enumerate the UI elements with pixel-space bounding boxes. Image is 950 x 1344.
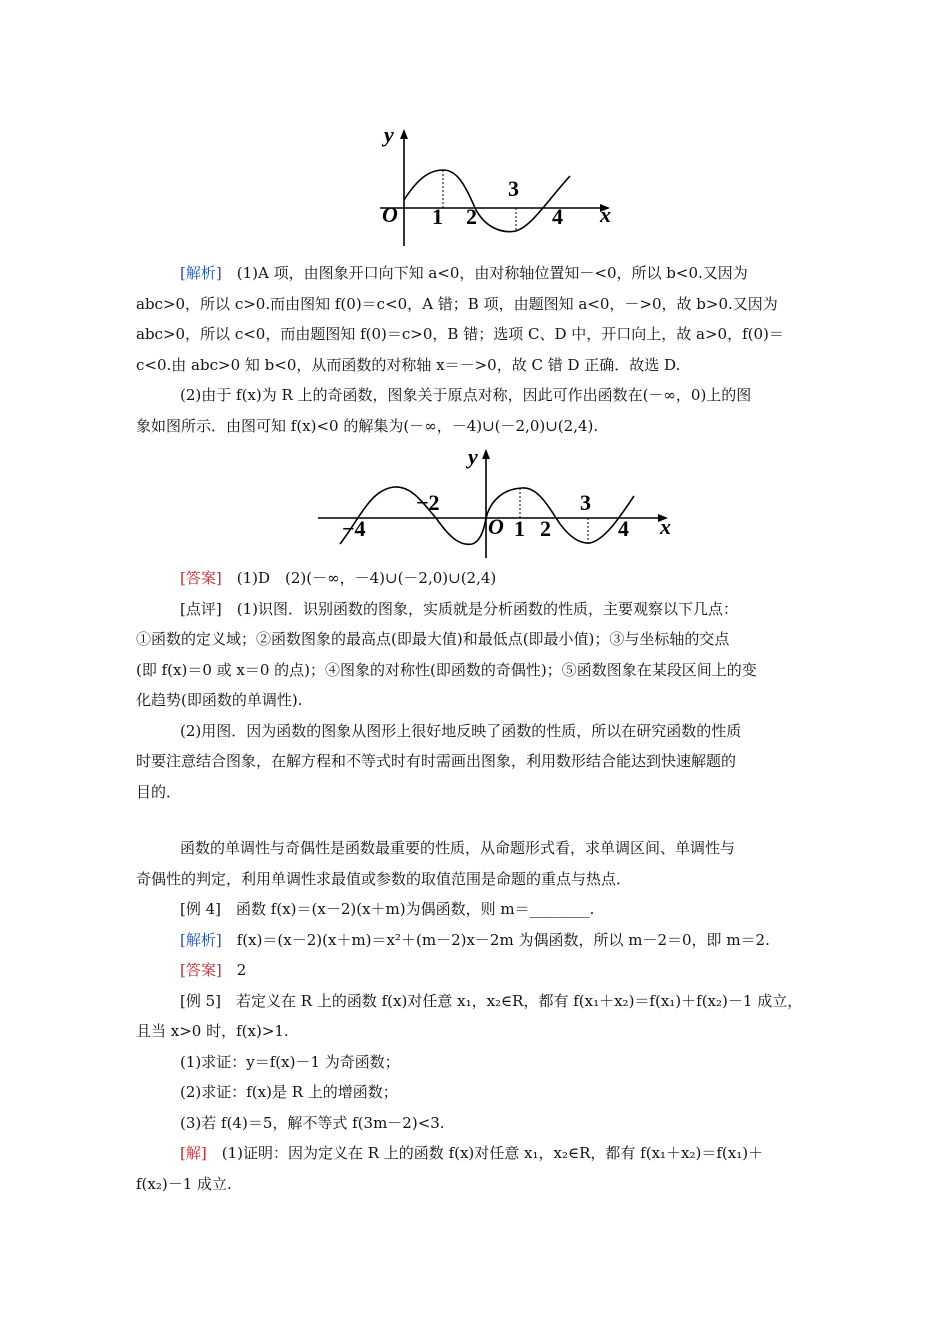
fig2-tick-1: 1	[514, 516, 525, 541]
example5-item-1: (1)求证：y＝f(x)－1 为奇函数；	[180, 1052, 400, 1071]
section-2-block	[136, 833, 816, 1199]
example5-item-2: (2)求证：f(x)是 R 上的增函数；	[180, 1083, 398, 1101]
answer-comment-block	[136, 563, 816, 807]
figure-1-svg	[370, 120, 620, 255]
solution-block-1	[136, 258, 816, 441]
example5-tag: [例 5]	[180, 991, 222, 1010]
example4-line: [例 4] 函数 f(x)＝(x－2)(x＋m)为偶函数，则 m＝________.	[180, 900, 595, 918]
figure-2-graph	[312, 440, 682, 565]
comment-line-2: ①函数的定义域；②函数图象的最高点(即最大值)和最低点(即最小值)；③与坐标轴的交点	[136, 630, 730, 648]
solution1-tag: [解析]	[180, 264, 222, 282]
solution1-part2-line-1: (2)由于 f(x)为 R 上的奇函数，图象关于原点对称，因此可作出函数在(－∞，0)上的图	[180, 386, 752, 404]
comment-line-1: [点评] (1)识图．识别函数的图象，实质就是分析函数的性质，主要观察以下几点：	[180, 599, 738, 618]
comment-part2-line-3: 目的．	[136, 782, 182, 801]
intro-line-1: 函数的单调性与奇偶性是函数最重要的性质，从命题形式看，求单调区间、单调性与	[180, 839, 736, 857]
fig1-y-label: y	[384, 122, 394, 147]
solution4-line: [解析] f(x)＝(x－2)(x＋m)＝x²＋(m－2)x－2m 为偶函数，所以 m－2＝0，即 m＝2.	[180, 930, 770, 949]
fig2-tick-2: 2	[540, 516, 551, 541]
answer1-line: [答案] (1)D (2)(－∞，－4)∪(－2,0)∪(2,4)	[180, 569, 497, 587]
fig1-x-label: x	[600, 202, 611, 227]
comment-part2-line-1: (2)用图．因为函数的图象从图形上很好地反映了函数的性质，所以在研究函数的性质	[180, 721, 742, 740]
fig2-tick-neg4: −4	[342, 516, 366, 541]
fig2-tick-3: 3	[580, 490, 591, 515]
example4-tag: [例 4]	[180, 900, 222, 918]
fig2-y-arrow	[482, 449, 490, 459]
fig1-y-arrow	[400, 129, 408, 139]
figure-2-svg	[312, 440, 682, 565]
intro-line-2: 奇偶性的判定，利用单调性求最值或参数的取值范围是命题的重点与热点．	[136, 869, 632, 888]
fig2-x-label: x	[660, 514, 671, 539]
fig2-tick-4: 4	[618, 516, 629, 541]
solution4-tag: [解析]	[180, 930, 222, 949]
answer1-tag: [答案]	[180, 569, 222, 587]
comment-part2-line-2: 时要注意结合图象，在解方程和不等式时有时需画出图象，利用数形结合能达到快速解题的	[136, 752, 737, 770]
example5-line-1: [例 5] 若定义在 R 上的函数 f(x)对任意 x₁，x₂∈R，都有 f(x₁＋x₂)＝f(x₁)＋f(x₂)－1 成立，	[180, 991, 803, 1010]
solution1-line-3: abc>0，所以 c<0，而由题图知 f(0)＝c>0，B 错；选项 C、D 中，开口向上，故 a>0，f(0)＝	[136, 325, 784, 343]
answer4-tag: [答案]	[180, 961, 222, 979]
solution1-line-1: [解析] (1)A 项，由图象开口向下知 a<0，由对称轴位置知－<0，所以 b<0.又因为	[180, 264, 748, 282]
fig2-y-label: y	[468, 444, 478, 469]
fig1-tick-2: 2	[466, 204, 477, 229]
solution1-line-4: c<0.由 abc>0 知 b<0，从而函数的对称轴 x＝－>0，故 C 错 D 正确．故选 D.	[136, 355, 681, 374]
fig1-origin-label: O	[382, 202, 398, 227]
solution5-line-1: [解] (1)证明：因为定义在 R 上的函数 f(x)对任意 x₁，x₂∈R，都有 f(x₁＋x₂)＝f(x₁)＋	[180, 1144, 764, 1162]
fig1-tick-1: 1	[432, 204, 443, 229]
example5-item-3: (3)若 f(4)＝5，解不等式 f(3m－2)<3.	[180, 1113, 445, 1132]
solution1-line-2: abc>0，所以 c>0.而由图知 f(0)＝c<0，A 错；B 项，由题图知 a<0，－>0，故 b>0.又因为	[136, 294, 778, 313]
fig2-origin-label: O	[488, 514, 504, 539]
solution1-part2-line-2: 象如图所示．由图可知 f(x)<0 的解集为(－∞，－4)∪(－2,0)∪(2,4).	[136, 416, 599, 435]
solution5-line-2: f(x₂)－1 成立.	[136, 1174, 232, 1193]
comment-line-4: 化趋势(即函数的单调性).	[136, 691, 303, 709]
example5-line-2: 且当 x>0 时，f(x)>1.	[136, 1022, 289, 1040]
comment-tag: [点评]	[180, 599, 222, 618]
fig1-tick-4: 4	[552, 204, 563, 229]
fig1-curve	[404, 170, 570, 232]
solution5-tag: [解]	[180, 1144, 207, 1162]
comment-line-3: (即 f(x)＝0 或 x＝0 的点)；④图象的对称性(即函数的奇偶性)；⑤函数图象在某段区间上的变	[136, 660, 757, 679]
fig2-tick-neg2: −2	[416, 490, 440, 515]
answer4-line: [答案] 2	[180, 961, 247, 979]
fig1-tick-3: 3	[508, 176, 519, 201]
figure-1-graph	[370, 120, 620, 255]
